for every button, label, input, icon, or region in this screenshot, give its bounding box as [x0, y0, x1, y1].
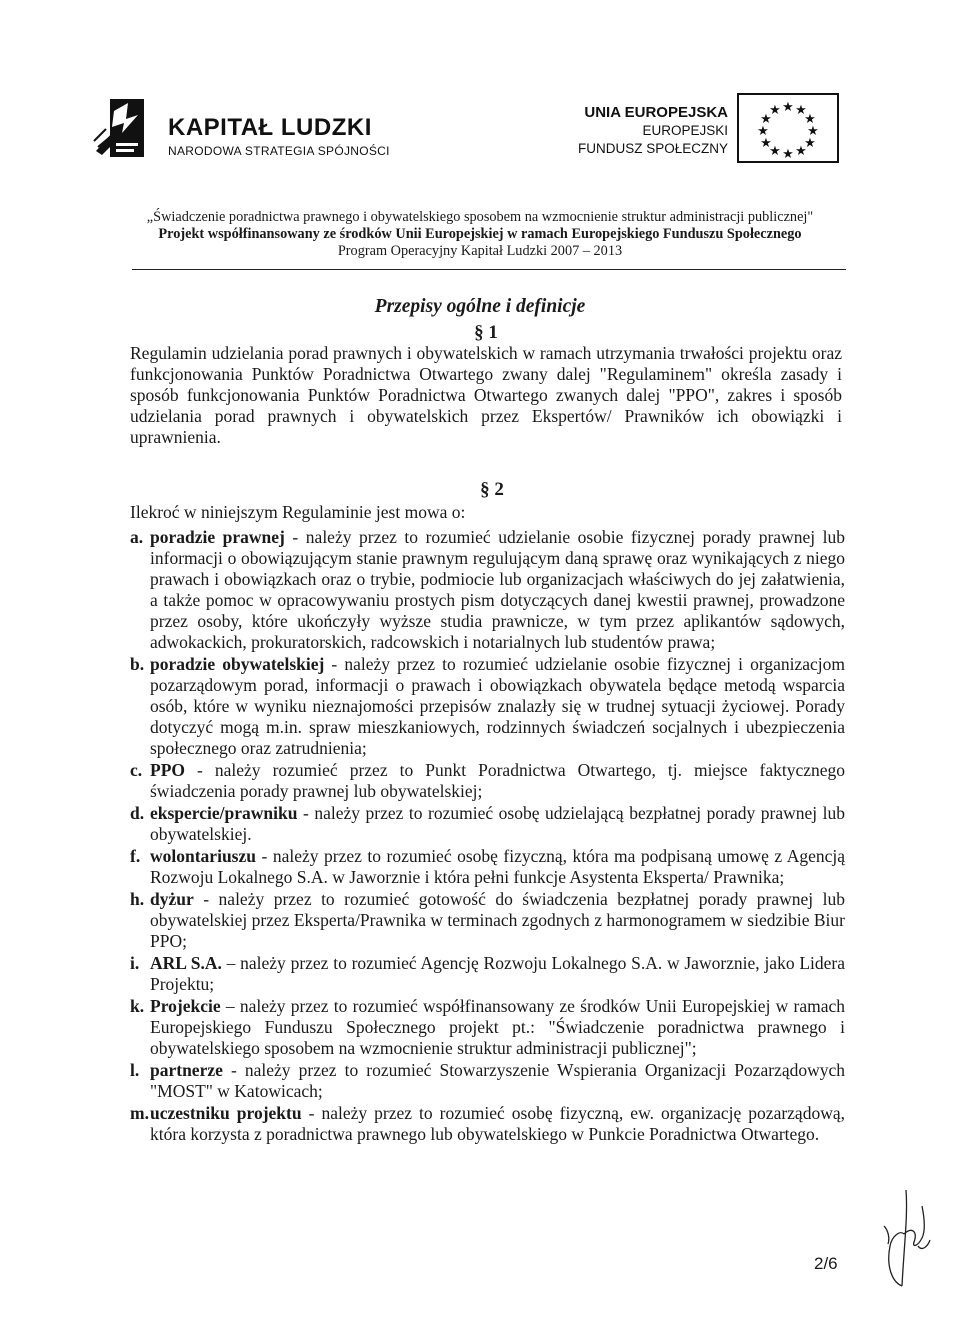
definition-term: ekspercie/prawniku [150, 803, 298, 823]
svg-text:★: ★ [807, 124, 819, 139]
definition-marker: f. [130, 846, 141, 866]
definition-text: - należy przez to rozumieć osobę fizyczną, ew. organizację pozarządową, która korzysta z poradnictwa prawnego lub obywatelskiego w Punkcie Poradnictwa Otwartego. [150, 1103, 845, 1144]
svg-text:★: ★ [804, 136, 816, 151]
definition-text: - należy przez to rozumieć osobę udzielającą bezpłatnej porady prawnej lub obywatelskiej. [150, 803, 845, 844]
definition-term: poradzie obywatelskiej [150, 654, 325, 674]
definition-marker: c. [130, 760, 143, 780]
svg-text:★: ★ [782, 100, 794, 115]
kapital-ludzki-logo-icon [92, 93, 148, 165]
paragraph-2-symbol: § 2 [480, 479, 504, 500]
definition-marker: d. [130, 803, 145, 823]
definition-text: - należy przez to rozumieć osobę fizyczną, która ma podpisaną umowę z Agencją Rozwoju Lokalnego S.A. w Jaworznie i która pełni funkcje Asystenta Eksperta/ Prawnika; [150, 846, 845, 887]
paragraph-2-intro: Ilekroć w niniejszym Regulaminie jest mowa o: [130, 502, 466, 522]
svg-text:★: ★ [757, 124, 769, 139]
eu-text-block [578, 104, 728, 158]
page-number: 2/6 [814, 1254, 838, 1273]
eu-flag-icon [737, 93, 839, 163]
definition-marker: a. [130, 527, 144, 547]
svg-text:★: ★ [795, 144, 807, 159]
definition-term: Projekcie [150, 996, 221, 1016]
definition-term: ARL S.A. [150, 953, 222, 973]
definition-item [130, 803, 845, 845]
definition-marker: m. [130, 1103, 149, 1123]
definition-text: - należy przez to rozumieć Stowarzyszenie Wspierania Organizacji Pozarządowych "MOST" w Katowicach; [150, 1060, 845, 1101]
definition-marker: k. [130, 996, 145, 1016]
definition-term: partnerze [150, 1060, 223, 1080]
svg-text:★: ★ [795, 103, 807, 118]
definition-term: PPO [150, 760, 185, 780]
definition-text: - należy przez to rozumieć udzielanie osobie fizycznej i organizacjom pozarządowym porad, informacji o prawach i obowiązkach obywatela będące metodą wsparcia osób, które w wyniku nieznajomości przepisów znalazły się w trudnej sytuacji życiowej. Porady dotyczyć mogą m.in. spraw mieszkaniowych, rodzinnych świadczeń socjalnych i ubezpieczenia społecznego oraz zatrudnienia; [150, 654, 845, 758]
definition-term: poradzie prawnej [150, 527, 285, 547]
definition-marker: i. [130, 953, 140, 973]
kapital-ludzki-subtitle: NARODOWA STRATEGIA SPÓJNOŚCI [168, 144, 390, 158]
section-title: Przepisy ogólne i definicje [374, 296, 586, 317]
handwritten-signature-icon [878, 1186, 938, 1296]
svg-text:★: ★ [760, 136, 772, 151]
definition-text: - należy przez to rozumieć gotowość do świadczenia bezpłatnej porady prawnej lub obywatelskiej przez Eksperta/Prawnika w terminach zgodnych z harmonogramem w siedzibie Biur PPO; [150, 889, 845, 951]
svg-text:★: ★ [769, 144, 781, 159]
definition-item [130, 1103, 845, 1145]
definition-item [130, 846, 845, 888]
svg-text:★: ★ [769, 103, 781, 118]
definition-item [130, 527, 845, 653]
definition-marker: h. [130, 889, 145, 909]
definition-term: dyżur [150, 889, 194, 909]
definition-item [130, 889, 845, 952]
svg-text:★: ★ [782, 147, 794, 161]
paragraph-1-text: Regulamin udzielania porad prawnych i obywatelskich w ramach utrzymania trwałości projektu oraz funkcjonowania Punktów Poradnictwa Otwartego zwany dalej "Regulaminem" określa zasady i sposób funkcjonowania Punktów Poradnictwa Otwartego zwanych dalej "PPO", zakres i sposób udzielania porad prawnych i obywatelskich przez Ekspertów/ Prawników ich obowiązki i uprawnienia. [130, 343, 842, 447]
definition-text: – należy przez to rozumieć Agencję Rozwoju Lokalnego S.A. w Jaworznie, jako Lidera Projektu; [150, 953, 845, 994]
definition-item [130, 996, 845, 1059]
definition-item [130, 760, 845, 802]
definition-item [130, 953, 845, 995]
eu-line-3: FUNDUSZ SPOŁECZNY [577, 141, 728, 156]
definition-term: wolontariuszu [150, 846, 256, 866]
program-line: Program Operacyjny Kapitał Ludzki 2007 – 2013 [337, 243, 623, 259]
definition-term: uczestniku projektu [150, 1103, 302, 1123]
kapital-ludzki-title: KAPITAŁ LUDZKI [168, 114, 372, 141]
header-divider [132, 269, 846, 270]
definition-text: - należy rozumieć przez to Punkt Poradnictwa Otwartego, tj. miejsce faktycznego świadczenia porady prawnej lub obywatelskiej; [150, 760, 845, 801]
definition-text: – należy przez to rozumieć współfinansowany ze środków Unii Europejskiej w ramach Europejskiego Funduszu Społecznego projekt pt.: "Świadczenie poradnictwa prawnego i obywatelskiego sposobem na wzmocnienie struktur administracji publicznej"; [150, 996, 845, 1058]
eu-line-1: UNIA EUROPEJSKA [584, 104, 728, 121]
definitions-list [130, 527, 845, 1146]
definition-marker: l. [130, 1060, 140, 1080]
definition-item [130, 654, 845, 759]
paragraph-1-symbol: § 1 [474, 322, 498, 343]
svg-text:★: ★ [760, 112, 772, 127]
definition-item [130, 1060, 845, 1102]
svg-text:★: ★ [804, 112, 816, 127]
project-cofinancing-line: Projekt współfinansowany ze środków Unii Europejskiej w ramach Europejskiego Funduszu Społecznego [158, 226, 802, 242]
definition-text: - należy przez to rozumieć udzielanie osobie fizycznej porady prawnej lub informacji o obowiązującym stanie prawnym regulującym daną sprawę oraz wynikających z niego prawach i obowiązkach oraz o trybie, podmiocie lub organizacjach właściwych do jej załatwienia, a także pomoc w opracowywaniu prostych pism dotyczących danej kwestii prawnej, prowadzone przez osoby, które ukończyły wyższe studia prawnicze, w tym przez aplikantów sądowych, adwokackich, prokuratorskich, radcowskich i notarialnych lub studentów prawa; [150, 527, 845, 652]
eu-line-2: EUROPEJSKI [642, 123, 728, 138]
project-title-line: „Świadczenie poradnictwa prawnego i obywatelskiego sposobem na wzmocnienie struktur administracji publicznej" [146, 209, 814, 225]
definition-marker: b. [130, 654, 145, 674]
